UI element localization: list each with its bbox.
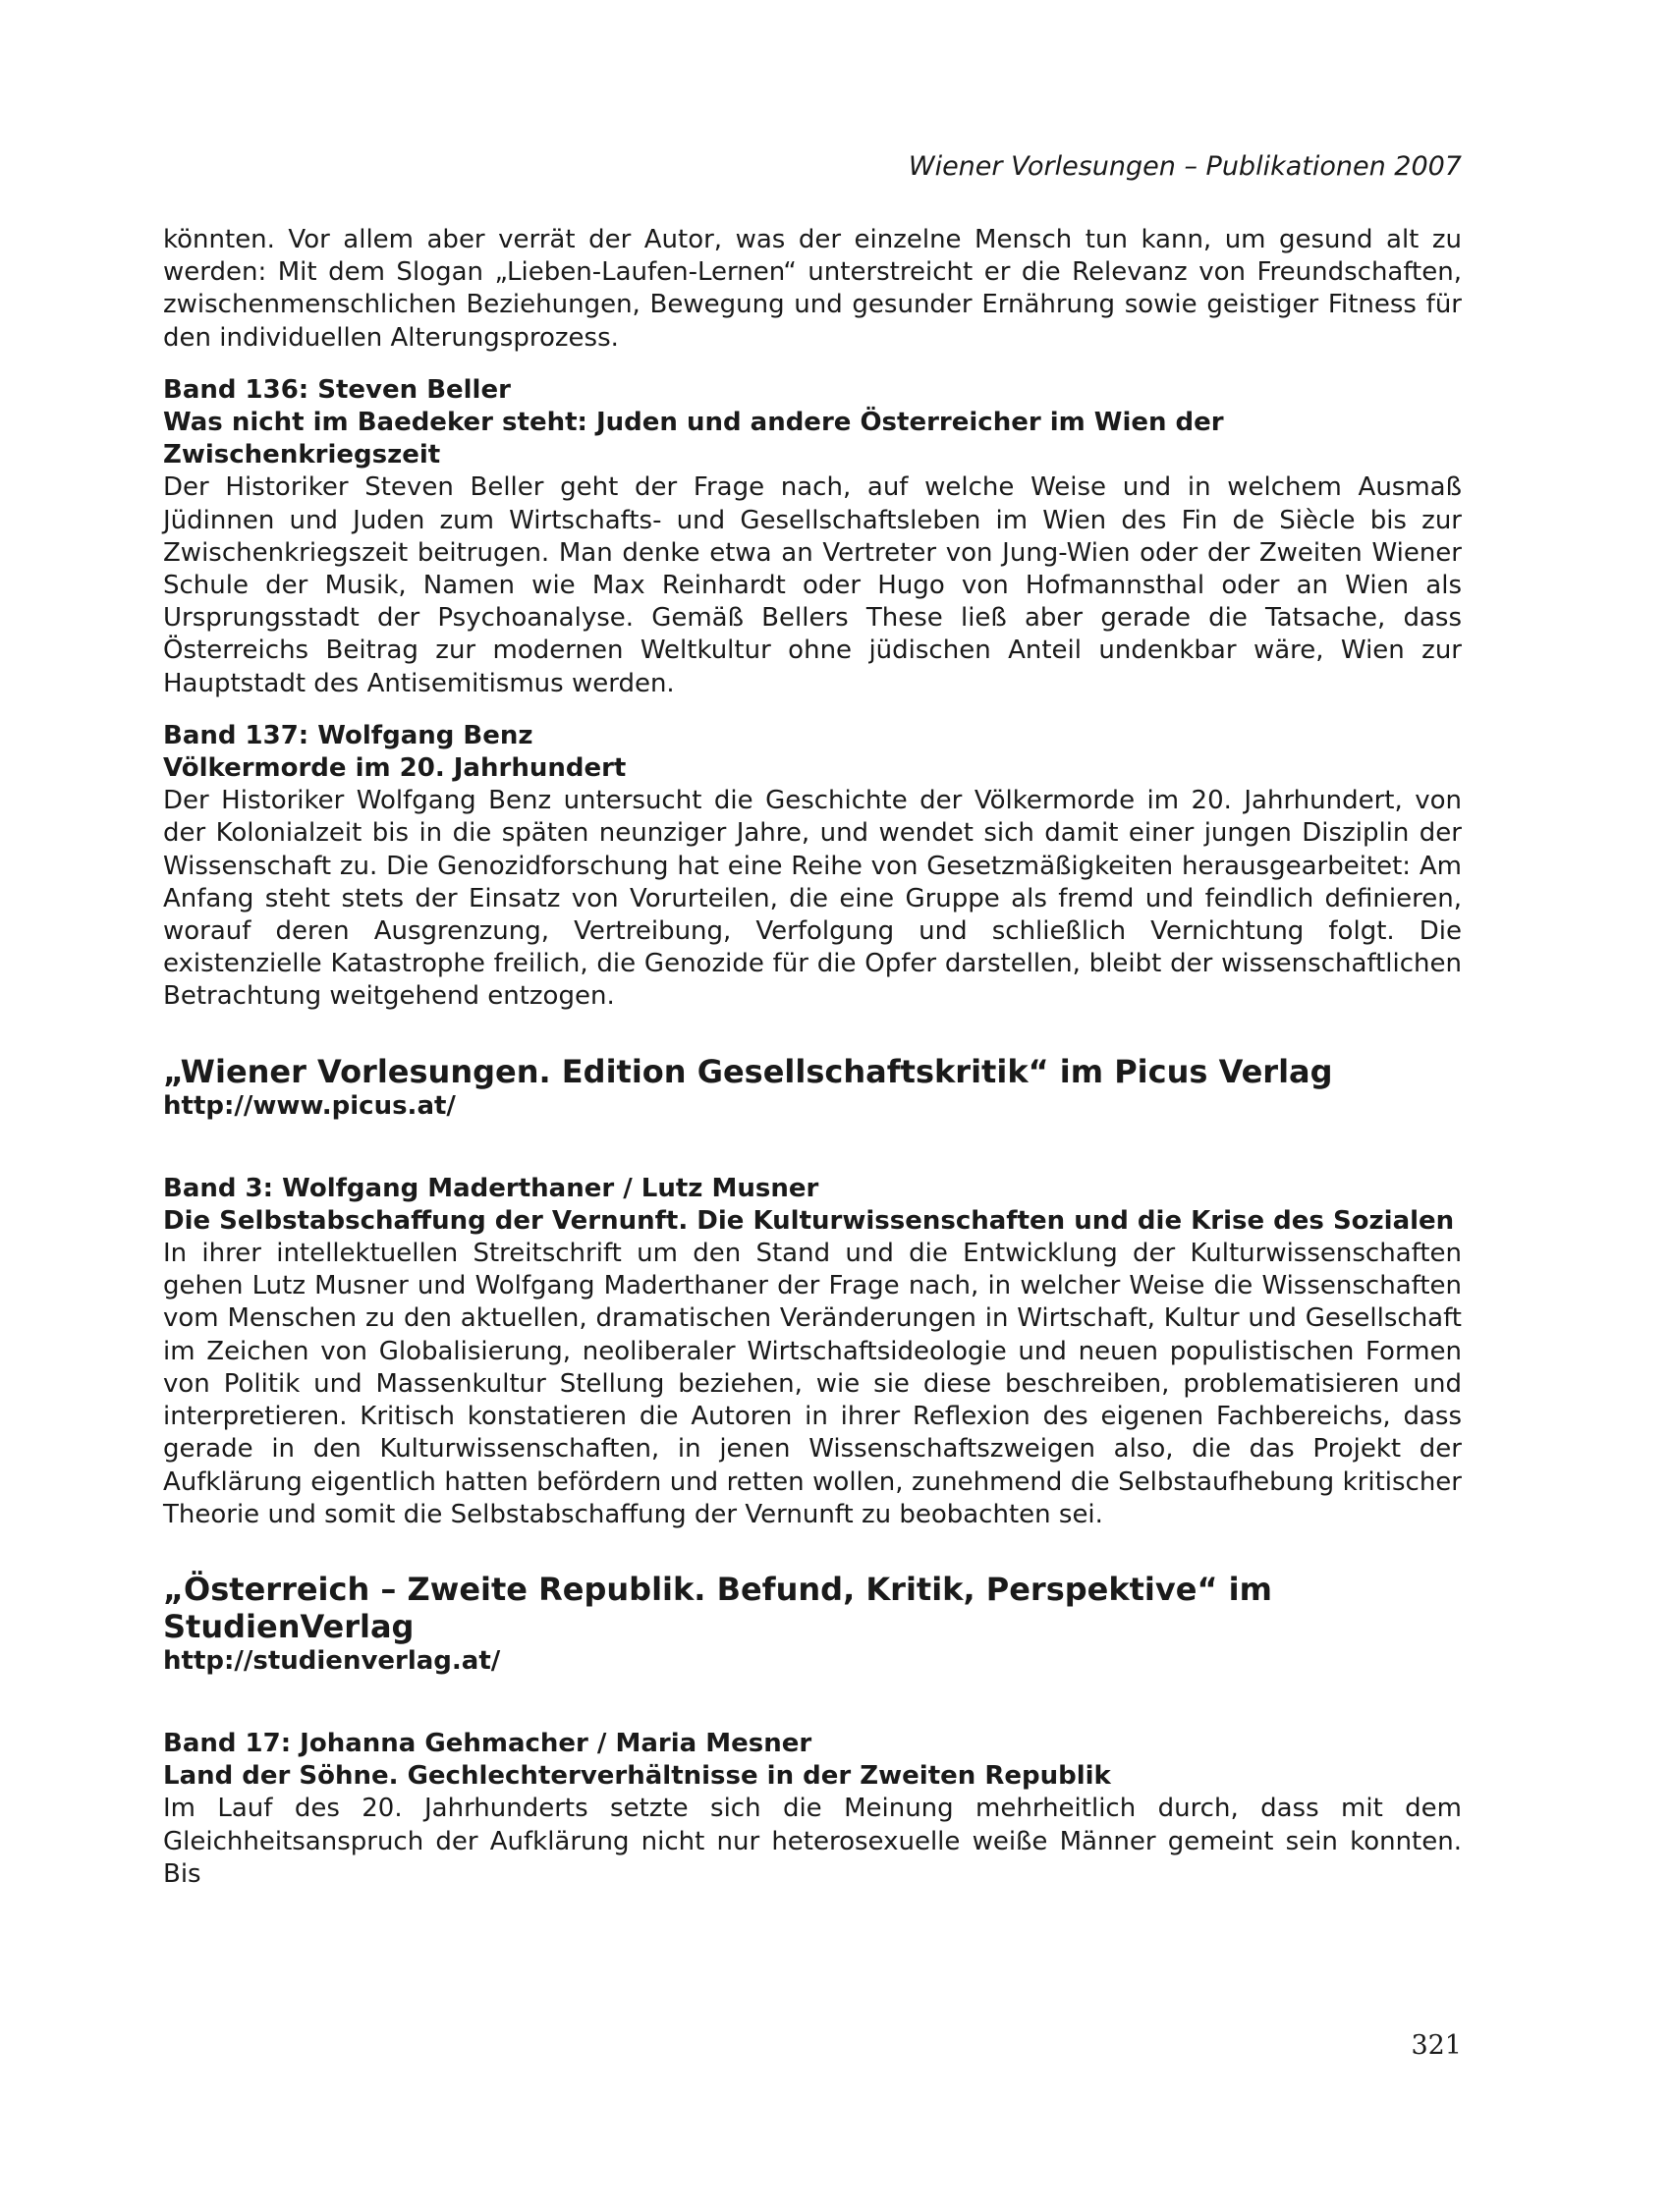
entry-band-136 [163,374,1462,700]
book-title: Die Selbstabschaffung der Vernunft. Die Kulturwissenschaften und die Krise des Sozialen [163,1205,1455,1236]
running-header: Wiener Vorlesungen – Publikationen 2007 [908,151,1462,182]
book-description: In ihrer intellektuellen Streitschrift um den Stand und die Entwicklung der Kulturwissenschaften gehen Lutz Musner und Wolfgang Maderthaner der Frage nach, in welcher Weise die Wissenschaften vom Menschen zu den aktuellen, dramatischen Veränderungen in Wirtschaft, Kultur und Gesellschaft im Zeichen von Globalisierung, neoliberaler Wirtschaftsideologie und neuen populistischen Formen von Politik und Massenkultur Stellung beziehen, wie sie diese beschreiben, problematisieren und interpretieren. Kritisch konstatieren die Autoren in ihrer Reflexion des eigenen Fachbereichs, dass gerade in den Kulturwissenschaften, in jenen Wissenschaftszweigen also, die das Projekt der Aufklärung eigentlich hatten befördern und retten wollen, zunehmend die Selbstaufhebung kritischer Theorie und somit die Selbstabschaffung der Vernunft zu beobachten sei. [163,1239,1462,1529]
section-studienverlag [163,1571,1462,1891]
entry-band-17 [163,1728,1462,1891]
book-title: Was nicht im Baedeker steht: Juden und andere Österreicher im Wien der Zwischenkriegszeit [163,408,1224,470]
intro-paragraph: könnten. Vor allem aber verrät der Autor, was der einzelne Mensch tun kann, um gesund alt zu werden: Mit dem Slogan „Lieben-Laufen-Lernen“ unterstreicht er die Relevanz von Freundschaften, zwischenmenschlichen Beziehungen, Bewegung und gesunder Ernährung sowie geistiger Fitness für den individuellen Alterungsprozess. [163,225,1462,353]
page-number: 321 [1411,2030,1462,2061]
intro-entry [163,224,1462,355]
band-heading: Band 136: Steven Beller [163,374,511,405]
section-url: http://www.picus.at/ [163,1090,456,1121]
book-description: Im Lauf des 20. Jahrhunderts setzte sich die Meinung mehrheitlich durch, dass mit dem Gleichheitsanspruch der Aufklärung nicht nur heterosexuelle weiße Männer gemeint sein konnten. Bis [163,1794,1462,1889]
section-title: „Wiener Vorlesungen. Edition Gesellschaftskritik“ im Picus Verlag [163,1052,1333,1090]
book-title: Land der Söhne. Gechlechterverhältnisse in der Zweiten Republik [163,1761,1111,1792]
entry-band-137 [163,720,1462,1014]
section-picus [163,1053,1462,1531]
section-title: „Österreich – Zweite Republik. Befund, Kritik, Perspektive“ im StudienVerlag [163,1570,1272,1645]
book-description: Der Historiker Wolfgang Benz untersucht die Geschichte der Völkermorde im 20. Jahrhundert, von der Kolonialzeit bis in die späten neunziger Jahre, und wendet sich damit einer jungen Disziplin der Wissenschaft zu. Die Genozidforschung hat eine Reihe von Gesetzmäßigkeiten herausgearbeitet: Am Anfang steht stets der Einsatz von Vorurteilen, die eine Gruppe als fremd und feindlich definieren, worauf deren Ausgrenzung, Vertreibung, Verfolgung und schließlich Vernichtung folgt. Die existenzielle Katastrophe freilich, die Genozide für die Opfer darstellen, bleibt der wissenschaftlichen Betrachtung weitgehend entzogen. [163,786,1462,1012]
band-heading: Band 17: Johanna Gehmacher / Maria Mesner [163,1728,812,1758]
book-description: Der Historiker Steven Beller geht der Frage nach, auf welche Weise und in welchem Ausmaß Jüdinnen und Juden zum Wirtschafts- und Gesellschaftsleben im Wien des Fin de Siècle bis zur Zwischenkriegszeit beitrugen. Man denke etwa an Vertreter von Jung-Wien oder der Zweiten Wiener Schule der Musik, Namen wie Max Reinhardt oder Hugo von Hofmannsthal oder an Wien als Ursprungsstadt der Psychoanalyse. Gemäß Bellers These ließ aber gerade die Tatsache, dass Österreichs Beitrag zur modernen Weltkultur ohne jüdischen Anteil undenkbar wäre, Wien zur Hauptstadt des Antisemitismus werden. [163,472,1462,698]
band-heading: Band 3: Wolfgang Maderthaner / Lutz Musner [163,1173,819,1203]
band-heading: Band 137: Wolfgang Benz [163,720,533,750]
page-body [163,224,1462,1910]
section-url: http://studienverlag.at/ [163,1645,501,1676]
book-title: Völkermorde im 20. Jahrhundert [163,753,627,784]
entry-band-3 [163,1173,1462,1531]
